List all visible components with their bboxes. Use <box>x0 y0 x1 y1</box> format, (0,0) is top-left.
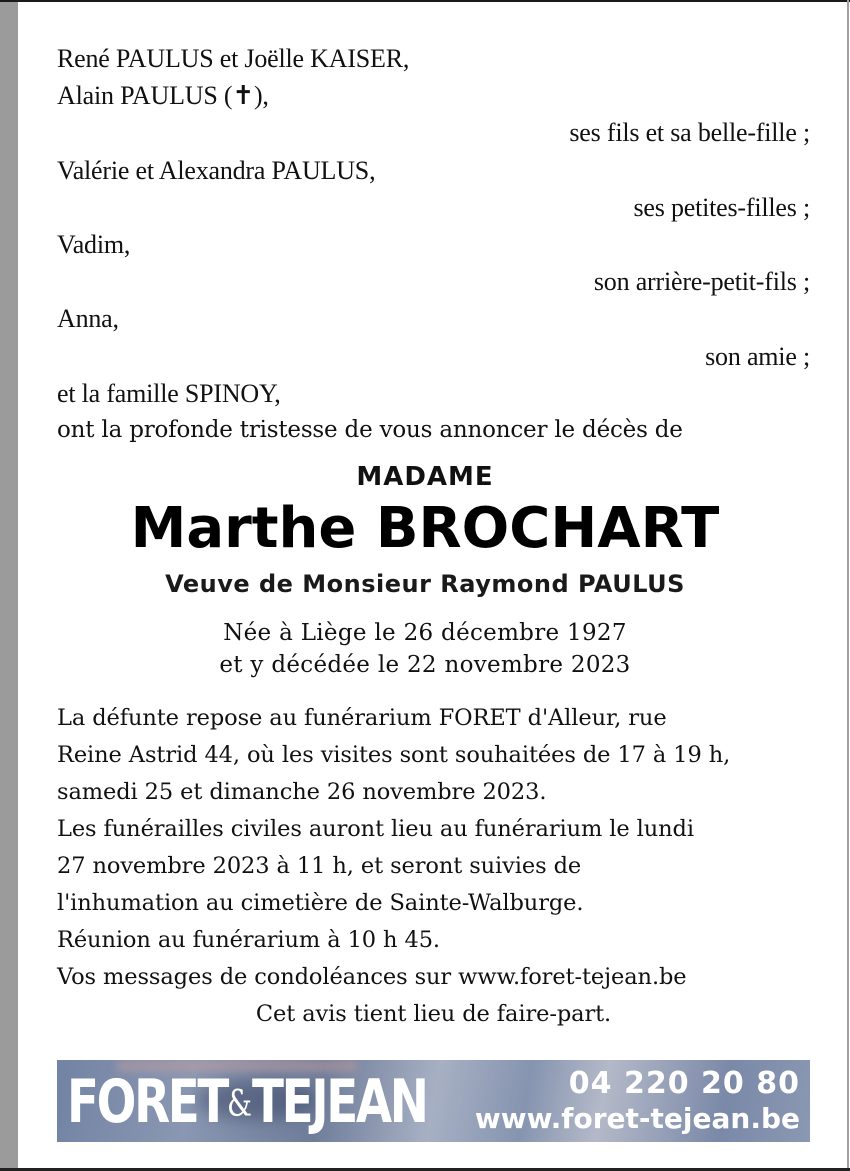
life-dates <box>0 617 850 681</box>
relation-line: son arrière-petit-fils ; <box>593 267 810 297</box>
condolences-line: Vos messages de condoléances sur www.foret-tejean.be <box>57 964 687 990</box>
announcement-text: ont la profonde tristesse de vous annoncer le décès de <box>57 416 683 443</box>
deceased-name: Marthe BROCHART <box>130 496 720 561</box>
death-info: et y décédée le 22 novembre 2023 <box>219 652 631 678</box>
birth-info: Née à Liège le 26 décembre 1927 <box>223 620 627 646</box>
phone-number: 04 220 20 80 <box>568 1066 800 1101</box>
details-line: La défunte repose au funérarium FORET d'Alleur, rue <box>57 705 667 731</box>
brand-right: TEJEAN <box>251 1067 427 1137</box>
relation-line: ses petites-filles ; <box>633 192 810 222</box>
relation-line: ses fils et sa belle-fille ; <box>569 118 810 148</box>
details-line: samedi 25 et dimanche 26 novembre 2023. <box>57 779 547 805</box>
details-line: Reine Astrid 44, où les visites sont souhaitées de 17 à 19 h, <box>57 742 731 768</box>
family-line: René PAULUS et Joëlle KAISER, <box>57 44 410 73</box>
funeral-home-banner[interactable] <box>57 1060 810 1142</box>
family-line: Vadim, <box>57 229 131 259</box>
page-top-border <box>0 0 850 2</box>
website-link[interactable]: www.foret-tejean.be <box>474 1102 800 1135</box>
details-line: l'inhumation au cimetière de Sainte-Walburge. <box>57 890 584 916</box>
brand-left: FORET <box>67 1067 227 1137</box>
deceased-title: MADAME <box>356 462 494 492</box>
relation-line: son amie ; <box>705 341 810 371</box>
family-line: Anna, <box>57 304 119 334</box>
details-line: Les funérailles civiles auront lieu au funérarium le lundi <box>57 816 694 842</box>
details-line: Réunion au funérarium à 10 h 45. <box>57 927 440 953</box>
family-line: et la famille SPINOY, <box>57 378 281 408</box>
ampersand-icon: & <box>226 1084 252 1125</box>
family-line: Valérie et Alexandra PAULUS, <box>57 155 376 185</box>
closing-note: Cet avis tient lieu de faire-part. <box>255 1001 612 1027</box>
details-line: 27 novembre 2023 à 11 h, et seront suivies de <box>57 853 582 879</box>
banner-contact <box>475 1066 800 1136</box>
funeral-home-logo <box>67 1066 427 1141</box>
family-line: Alain PAULUS (✝), <box>57 81 269 111</box>
family-list <box>57 40 810 449</box>
funeral-details <box>57 700 827 1033</box>
widow-of: Veuve de Monsieur Raymond PAULUS <box>165 570 685 598</box>
